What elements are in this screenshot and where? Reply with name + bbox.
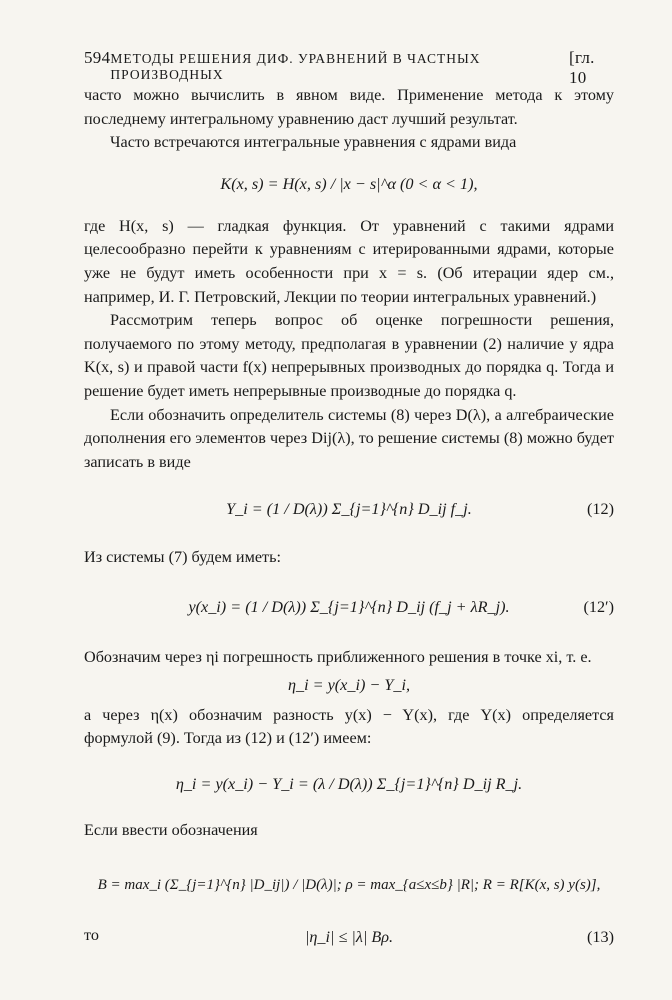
paragraph: часто можно вычислить в явном виде. Применение метода к этому последнему интегральному уравнению даст лучший результат. — [84, 86, 614, 128]
paragraph: Из системы (7) будем иметь: — [84, 548, 281, 567]
page-number: 594 — [84, 48, 111, 67]
paragraph: где H(x, s) — гладкая функция. От уравнений с такими ядрами целесообразно перейти к уравнениям с итерированными ядрами, которые уже не будут иметь особенности при x = s. (Об итерации ядер см., например, И. Г. Петровский, Лекции по теории интегральных уравнений.) — [84, 216, 614, 306]
equation-text: η_i = y(x_i) − Y_i = (λ / D(λ)) Σ_{j=1}^{n} D_ij R_j. — [175, 774, 523, 793]
chapter-marker: [гл. 10 — [569, 48, 595, 87]
paragraph: Если ввести обозначения — [84, 820, 258, 839]
paragraph: то — [84, 926, 99, 945]
equation-text: Y_i = (1 / D(λ)) Σ_{j=1}^{n} D_ij f_j. — [226, 500, 472, 519]
paragraph: Обозначим через ηi погрешность приближенного решения в точке xi, т. е. — [84, 647, 592, 666]
paragraph: Рассмотрим теперь вопрос об оценке погрешности решения, получаемого по этому методу, предполагая в уравнении (2) наличие у ядра K(x, s) и правой части f(x) непрерывных производных до порядка q. Тогда и решение будет иметь непрерывные производные до порядка q. — [84, 311, 614, 400]
equation-text: B = max_i (Σ_{j=1}^{n} |D_ij|) / |D(λ)|; ρ = max_{a≤x≤b} |R|; R = R[K(x, s) y(s)], — [97, 877, 601, 894]
equation-13 — [84, 926, 614, 956]
equation-eta-def — [84, 670, 614, 704]
equation-12 — [84, 474, 614, 546]
equation-label: (12) — [587, 500, 614, 519]
running-header — [84, 48, 614, 88]
equation-text: y(x_i) = (1 / D(λ)) Σ_{j=1}^{n} D_ij (f_j + λR_j). — [188, 597, 510, 616]
equation-text: |η_i| ≤ |λ| Bρ. — [304, 927, 394, 946]
running-title: МЕТОДЫ РЕШЕНИЯ ДИФ. УРАВНЕНИЙ В ЧАСТНЫХ ПРОИЗВОДНЫХ — [110, 51, 481, 82]
page-body — [84, 84, 614, 956]
paragraph: Часто встречаются интегральные уравнения с ядрами вида — [110, 133, 517, 152]
equation-text: K(x, s) = H(x, s) / |x − s|^α (0 < α < 1), — [220, 174, 478, 193]
equation-eta-sum — [84, 751, 614, 819]
paragraph: а через η(x) обозначим разность y(x) − Y(x), где Y(x) определяется формулой (9). Тогда из (12) и (12′) имеем: — [84, 705, 614, 748]
equation-label: (12′) — [583, 597, 614, 616]
equation-kernel — [84, 155, 614, 215]
paragraph: Если обозначить определитель системы (8) через D(λ), а алгебраические дополнения его элементов через Dij(λ), то решение системы (8) можно будет записать в виде — [84, 405, 614, 471]
equation-12-prime — [84, 570, 614, 646]
equation-label: (13) — [587, 927, 614, 946]
equation-text: η_i = y(x_i) − Y_i, — [287, 675, 411, 694]
equation-definitions — [84, 842, 614, 924]
